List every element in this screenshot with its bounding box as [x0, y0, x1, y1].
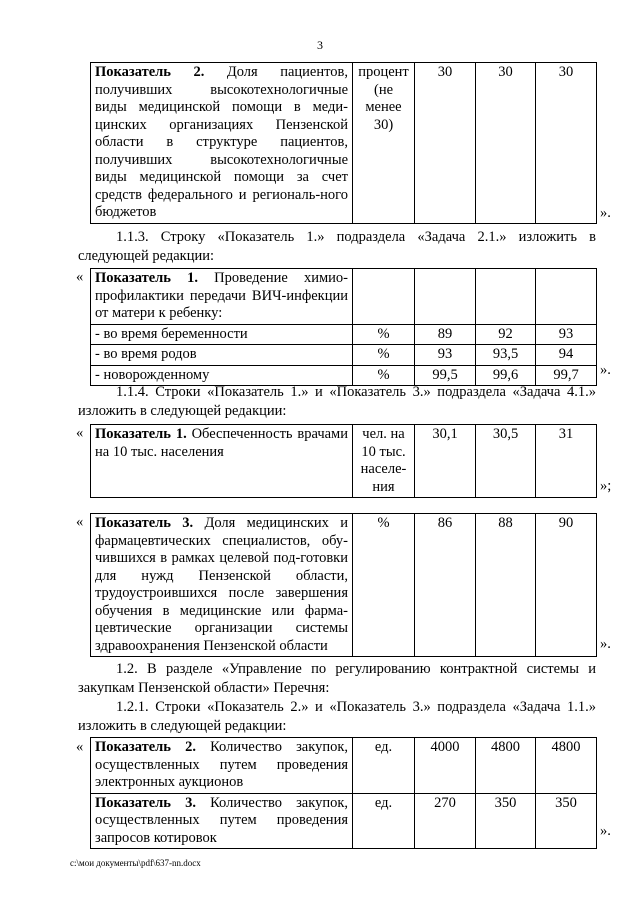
table-row	[91, 793, 597, 849]
opening-quote: «	[76, 425, 84, 441]
value-cell: 94	[536, 345, 597, 366]
value-cell: 93	[536, 324, 597, 345]
value-cell: 90	[536, 514, 597, 657]
indicator-description: Показатель 3. Доля медицинских и фармацевтических специалистов, обу-чившихся в рамках целевой под-готовки для нужд Пензенской области, трудоустроившихся после завершения обучения в медицинские или фарма-цевтические организации системы здравоохранения Пензенской области	[91, 514, 353, 657]
value-cell: 4800	[536, 738, 597, 794]
value-cell: 30	[415, 63, 476, 224]
indicator-table-1	[90, 62, 597, 224]
value-cell: 99,6	[476, 365, 536, 386]
unit-cell: процент (не менее 30)	[353, 63, 415, 224]
table-row	[91, 514, 597, 657]
paragraph-1-1-3: 1.1.3. Строку «Показатель 1.» подраздела «Задача 2.1.» изложить в следующей редакции:	[78, 229, 596, 264]
value-cell: 30	[476, 63, 536, 224]
table-row	[91, 324, 597, 345]
closing-quote: ».	[600, 636, 611, 652]
paragraph-1-1-4: 1.1.4. Строки «Показатель 1.» и «Показатель 3.» подраздела «Задача 4.1.» изложить в следующей редакции:	[78, 384, 596, 419]
value-cell: 89	[415, 324, 476, 345]
table-row	[91, 738, 597, 794]
indicator-table-2	[90, 268, 597, 386]
footer-file-path: c:\мои документы\pdf\637-nn.docx	[70, 858, 201, 868]
value-cell: 93	[415, 345, 476, 366]
row-label: - во время родов	[91, 345, 353, 366]
paragraph-1-2: 1.2. В разделе «Управление по регулированию контрактной системы и закупкам Пензенской области» Перечня:	[78, 661, 596, 696]
value-cell: 92	[476, 324, 536, 345]
value-cell: 86	[415, 514, 476, 657]
value-cell: 93,5	[476, 345, 536, 366]
opening-quote: «	[76, 514, 84, 530]
unit-cell: чел. на 10 тыс. населе-ния	[353, 425, 415, 498]
closing-quote: ».	[600, 205, 611, 221]
table-row	[91, 345, 597, 366]
unit-cell: %	[353, 514, 415, 657]
opening-quote: «	[76, 269, 84, 285]
value-cell: 270	[415, 793, 476, 849]
unit-cell: ед.	[353, 738, 415, 794]
value-cell: 99,5	[415, 365, 476, 386]
indicator-table-3	[90, 424, 597, 498]
indicator-table-5	[90, 737, 597, 849]
value-cell: 4800	[476, 738, 536, 794]
opening-quote: «	[76, 739, 84, 755]
value-cell: 30	[536, 63, 597, 224]
page-number: 3	[317, 38, 323, 52]
row-label: - во время беременности	[91, 324, 353, 345]
indicator-description: Показатель 2. Доля пациентов, получивших высокотехнологичные виды медицинской помощи в меди-цинских организациях Пензенской области в структуре пациентов, получивших высокотехнологичные виды медицинской помощи за счет средств федерального и региональ-ного бюджетов	[91, 63, 353, 224]
unit-cell: %	[353, 324, 415, 345]
value-cell: 30,5	[476, 425, 536, 498]
row-label: - новорожденному	[91, 365, 353, 386]
unit-cell: ед.	[353, 793, 415, 849]
closing-quote: ».	[600, 823, 611, 839]
indicator-description: Показатель 1. Обеспеченность врачами на 10 тыс. населения	[91, 425, 353, 498]
value-cell: 350	[476, 793, 536, 849]
table-row	[91, 269, 597, 325]
indicator-description: Показатель 1. Проведение химио-профилактики передачи ВИЧ-инфекции от матери к ребенку:	[91, 269, 353, 325]
closing-quote: ».	[600, 362, 611, 378]
table-row	[91, 63, 597, 224]
unit-cell: %	[353, 345, 415, 366]
value-cell: 88	[476, 514, 536, 657]
value-cell: 99,7	[536, 365, 597, 386]
value-cell: 31	[536, 425, 597, 498]
value-cell: 4000	[415, 738, 476, 794]
unit-cell: %	[353, 365, 415, 386]
paragraph-1-2-1: 1.2.1. Строки «Показатель 2.» и «Показатель 3.» подраздела «Задача 1.1.» изложить в следующей редакции:	[78, 699, 596, 734]
value-cell: 30,1	[415, 425, 476, 498]
indicator-table-4	[90, 513, 597, 657]
indicator-description: Показатель 2. Количество закупок, осуществленных путем проведения электронных аукционов	[91, 738, 353, 794]
indicator-description: Показатель 3. Количество закупок, осуществленных путем проведения запросов котировок	[91, 793, 353, 849]
value-cell: 350	[536, 793, 597, 849]
closing-quote: »;	[600, 478, 612, 494]
table-row	[91, 425, 597, 498]
